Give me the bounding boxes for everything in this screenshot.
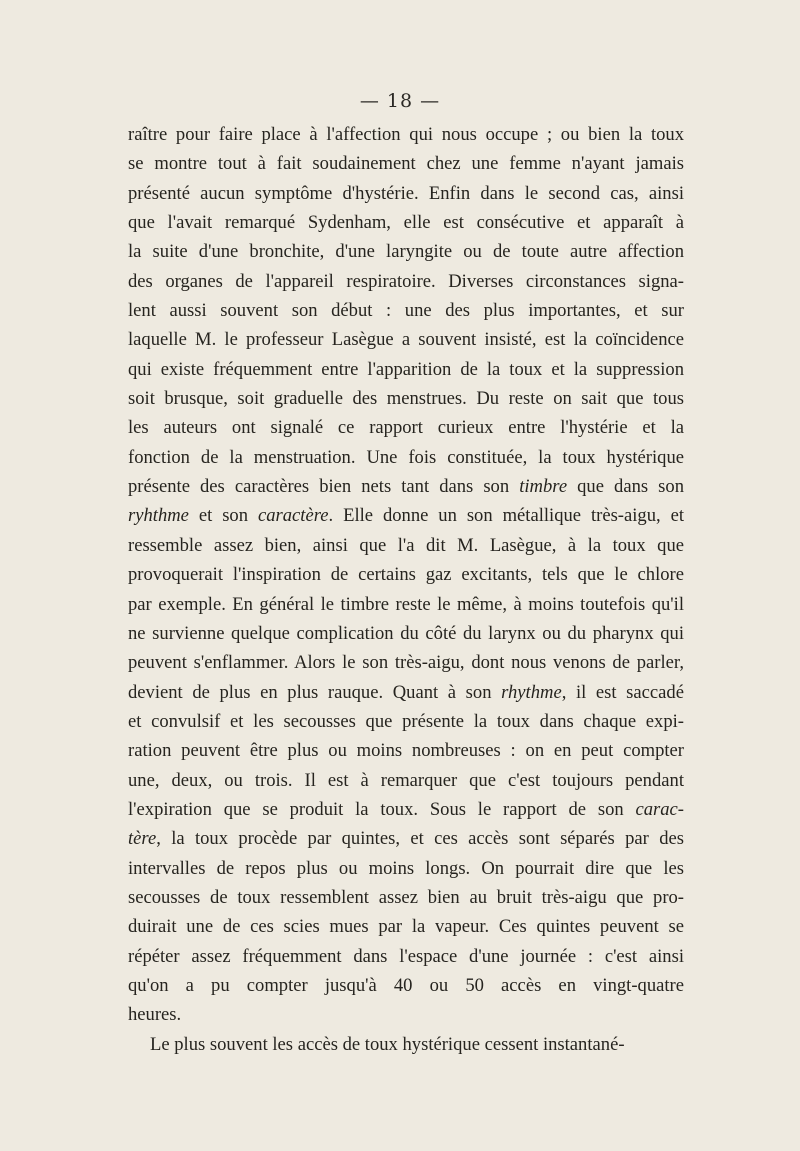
text-line: des organes de l'appareil respiratoire. Diverses circonstances signa- bbox=[128, 270, 684, 292]
text-line: présente des caractères bien nets tant dans son timbre que dans son bbox=[128, 476, 684, 498]
text-line: laquelle M. le professeur Lasègue a souvent insisté, est la coïncidence bbox=[128, 329, 684, 351]
text-line: devient de plus en plus rauque. Quant à son rhythme, il est saccadé bbox=[128, 681, 684, 703]
text-line: lent aussi souvent son début : une des plus importantes, et sur bbox=[128, 300, 684, 322]
text-line: secousses de toux ressemblent assez bien au bruit très-aigu que pro- bbox=[128, 886, 684, 908]
text-line: les auteurs ont signalé ce rapport curieux entre l'hystérie et la bbox=[128, 417, 684, 439]
body-text bbox=[128, 120, 684, 1059]
text-line: ressemble assez bien, ainsi que l'a dit M. Lasègue, à la toux que bbox=[128, 534, 684, 556]
text-line: qui existe fréquemment entre l'apparition de la toux et la suppression bbox=[128, 358, 684, 380]
text-line: et convulsif et les secousses que présente la toux dans chaque expi- bbox=[128, 710, 684, 732]
text-line: présenté aucun symptôme d'hystérie. Enfin dans le second cas, ainsi bbox=[128, 182, 684, 204]
text-line: heures. bbox=[128, 1004, 182, 1026]
text-line: provoquerait l'inspiration de certains gaz excitants, tels que le chlore bbox=[128, 564, 684, 586]
text-line: ne survienne quelque complication du côté du larynx ou du pharynx qui bbox=[128, 622, 684, 644]
text-line: l'expiration que se produit la toux. Sous le rapport de son carac- bbox=[128, 798, 684, 820]
text-line: une, deux, ou trois. Il est à remarquer que c'est toujours pendant bbox=[128, 769, 684, 791]
text-line: que l'avait remarqué Sydenham, elle est consécutive et apparaît à bbox=[128, 212, 684, 234]
page-number: — 18 — bbox=[359, 90, 441, 112]
text-line: ryhthme et son caractère. Elle donne un son métallique très-aigu, et bbox=[128, 505, 684, 527]
text-line: la suite d'une bronchite, d'une laryngite ou de toute autre affection bbox=[128, 241, 684, 263]
text-line: Le plus souvent les accès de toux hystérique cessent instantané- bbox=[150, 1033, 625, 1055]
text-line: intervalles de repos plus ou moins longs. On pourrait dire que les bbox=[128, 857, 684, 879]
text-line: tère, la toux procède par quintes, et ces accès sont séparés par des bbox=[128, 828, 684, 850]
text-line: duirait une de ces scies mues par la vapeur. Ces quintes peuvent se bbox=[128, 916, 684, 938]
text-line: répéter assez fréquemment dans l'espace d'une journée : c'est ainsi bbox=[128, 945, 684, 967]
text-line: raître pour faire place à l'affection qui nous occupe ; ou bien la toux bbox=[128, 124, 684, 145]
text-line: ration peuvent être plus ou moins nombreuses : on en peut compter bbox=[128, 740, 684, 762]
text-line: peuvent s'enflammer. Alors le son très-aigu, dont nous venons de parler, bbox=[128, 652, 684, 674]
text-line: se montre tout à fait soudainement chez une femme n'ayant jamais bbox=[128, 153, 684, 175]
text-line: par exemple. En général le timbre reste le même, à moins toutefois qu'il bbox=[128, 593, 684, 615]
text-line: fonction de la menstruation. Une fois constituée, la toux hystérique bbox=[128, 446, 684, 468]
text-line: soit brusque, soit graduelle des menstrues. Du reste on sait que tous bbox=[128, 388, 684, 410]
text-line: qu'on a pu compter jusqu'à 40 ou 50 accès en vingt-quatre bbox=[128, 974, 684, 996]
